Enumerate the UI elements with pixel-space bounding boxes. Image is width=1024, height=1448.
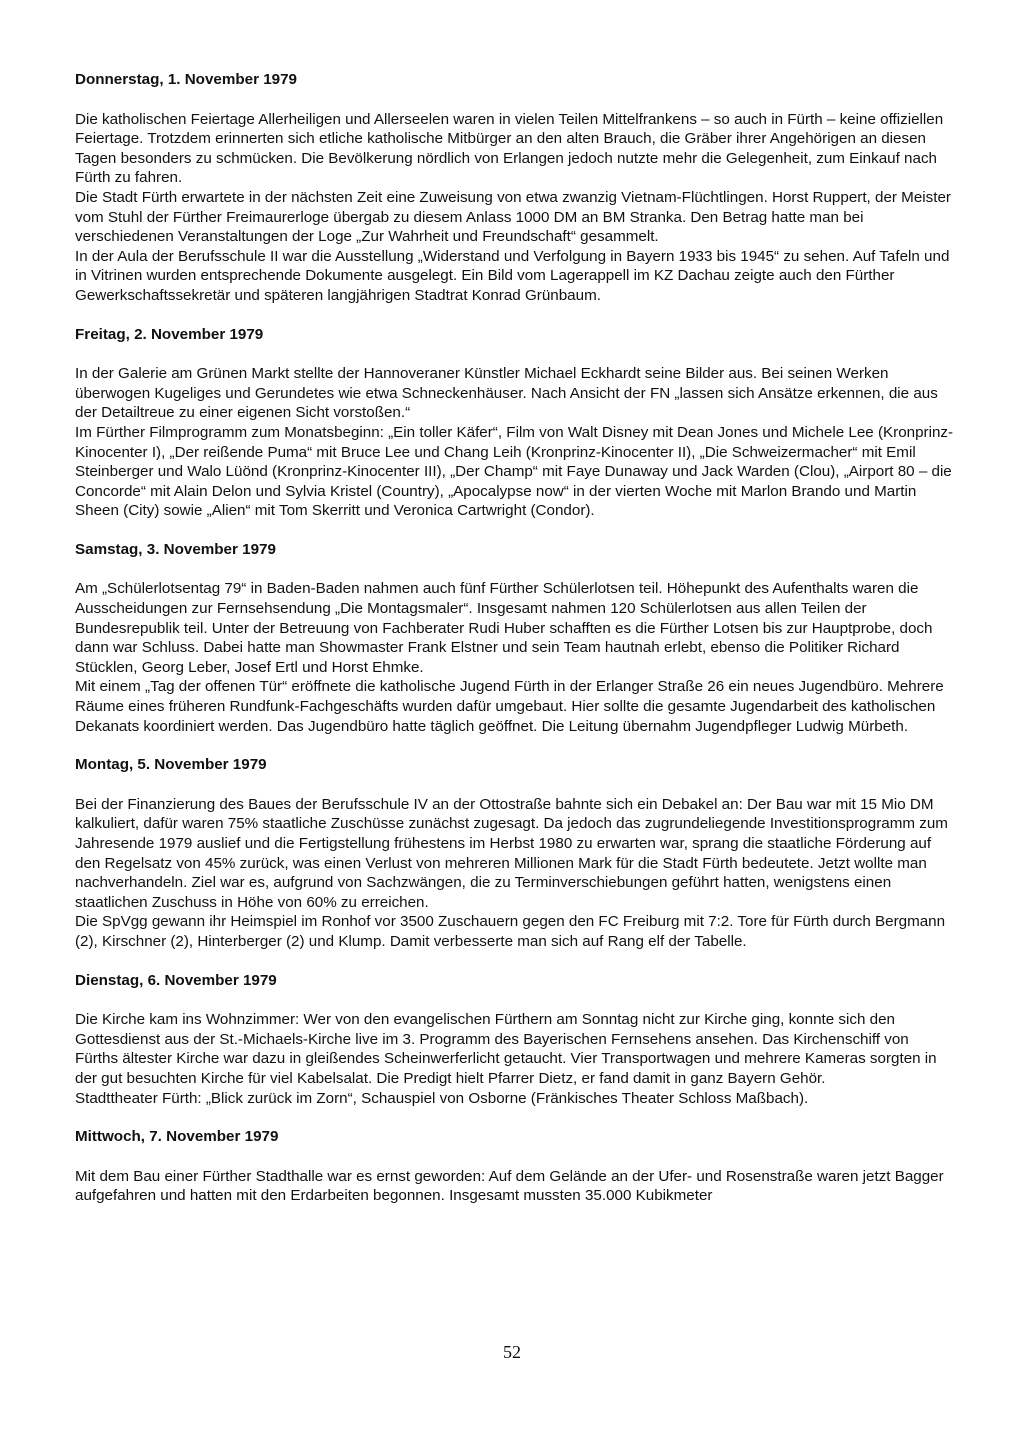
paragraph: In der Galerie am Grünen Markt stellte der Hannoveraner Künstler Michael Eckhardt seine Bilder aus. Bei seinen Werken überwogen Kugeliges und Gerundetes wie etwa Schneckenhäuser. Nach Ansicht der FN „lassen sich Ansätze erkennen, die aus der Detailtreue zu einer eigenen Sicht vorstoßen.“	[75, 365, 938, 422]
day-entry-2	[75, 325, 955, 521]
day-entry-3	[75, 540, 955, 736]
paragraph: Mit einem „Tag der offenen Tür“ eröffnete die katholische Jugend Fürth in der Erlanger Straße 26 ein neues Jugendbüro. Mehrere Räume eines früheren Rundfunk-Fachgeschäfts wurden dafür umgebaut. Hier sollte die gesamte Jugendarbeit des katholischen Dekanats koordiniert werden. Das Jugendbüro hatte täglich geöffnet. Die Leitung übernahm Jugendpfleger Ludwig Mürbeth.	[75, 678, 944, 735]
document-body	[75, 70, 955, 1225]
day-heading: Dienstag, 6. November 1979	[75, 971, 277, 989]
paragraph: Die katholischen Feiertage Allerheiligen und Allerseelen waren in vielen Teilen Mittelfrankens – so auch in Fürth – keine offiziellen Feiertage. Trotzdem erinnerten sich etliche katholische Mitbürger an den alten Brauch, die Gräber ihrer Angehörigen an diesen Tagen besonders zu schmücken. Die Bevölkerung nördlich von Erlangen jedoch nutzte mehr die Gelegenheit, zum Einkauf nach Fürth zu fahren.	[75, 110, 944, 187]
paragraph: Die Kirche kam ins Wohnzimmer: Wer von den evangelischen Fürthern am Sonntag nicht zur Kirche ging, konnte sich den Gottesdienst aus der St.-Michaels-Kirche live im 3. Programm des Bayerischen Fernsehens ansehen. Das Kirchenschiff von Fürths ältester Kirche war dazu in gleißendes Scheinwerferlicht getaucht. Vier Transportwagen und mehrere Kameras sorgten in der gut besuchten Kirche für viel Kabelsalat. Die Predigt hielt Pfarrer Dietz, er fand damit in ganz Bayern Gehör.	[75, 1011, 937, 1087]
day-heading: Montag, 5. November 1979	[75, 756, 267, 774]
paragraph: Im Fürther Filmprogramm zum Monatsbeginn: „Ein toller Käfer“, Film von Walt Disney mit Dean Jones und Michele Lee (Kronprinz-Kinocenter I), „Der reißende Puma“ mit Bruce Lee und Chang Leih (Kronprinz-Kinocenter II), „Die Schweizermacher“ mit Emil Steinberger und Walo Lüönd (Kronprinz-Kinocenter III), „Der Champ“ mit Faye Dunaway und Jack Warden (Clou), „Airport 80 – die Concorde“ mit Alain Delon und Sylvia Kristel (Country), „Apocalypse now“ in der vierten Woche mit Marlon Brando und Martin Sheen (City) sowie „Alien“ mit Tom Skerritt und Veronica Cartwright (Condor).	[75, 423, 954, 520]
day-heading: Donnerstag, 1. November 1979	[75, 71, 297, 88]
day-entry-6	[75, 971, 955, 1109]
day-heading: Freitag, 2. November 1979	[75, 325, 264, 343]
day-entry-7	[75, 1127, 955, 1206]
day-entry-1	[75, 70, 955, 306]
paragraph: Stadttheater Fürth: „Blick zurück im Zorn“, Schauspiel von Osborne (Fränkisches Theater Schloss Maßbach).	[75, 1089, 809, 1107]
paragraph: In der Aula der Berufsschule II war die Ausstellung „Widerstand und Verfolgung in Bayern 1933 bis 1945“ zu sehen. Auf Tafeln und in Vitrinen wurden entsprechende Dokumente ausgelegt. Ein Bild vom Lagerappell im KZ Dachau zeigte auch den Fürther Gewerkschaftssekretär und späteren langjährigen Stadtrat Konrad Grünbaum.	[75, 247, 950, 304]
day-heading: Samstag, 3. November 1979	[75, 540, 276, 558]
paragraph: Die SpVgg gewann ihr Heimspiel im Ronhof vor 3500 Zuschauern gegen den FC Freiburg mit 7:2. Tore für Fürth durch Bergmann (2), Kirschner (2), Hinterberger (2) und Klump. Damit verbesserte man sich auf Rang elf der Tabelle.	[75, 913, 946, 950]
paragraph: Bei der Finanzierung des Baues der Berufsschule IV an der Ottostraße bahnte sich ein Debakel an: Der Bau war mit 15 Mio DM kalkuliert, dafür waren 75% staatliche Zuschüsse zunächst zugesagt. Da jedoch das zugrundeliegende Investitionsprogramm zum Jahresende 1979 auslief und die Fertigstellung frühestens im Herbst 1980 zu erwarten war, sprang die staatliche Förderung auf den Regelsatz von 45% zurück, was einen Verlust von mehreren Millionen Mark für die Stadt Fürth bedeutete. Jetzt wollte man nachverhandeln. Ziel war es, aufgrund von Sachzwängen, die zu Terminverschiebungen geführt hatten, wenigstens einen staatlichen Zuschuss in Höhe von 60% zu erreichen.	[75, 795, 948, 911]
paragraph: Mit dem Bau einer Fürther Stadthalle war es ernst geworden: Auf dem Gelände an der Ufer- und Rosenstraße waren jetzt Bagger aufgefahren und hatten mit den Erdarbeiten begonnen. Insgesamt mussten 35.000 Kubikmeter	[75, 1167, 944, 1205]
page-number: 52	[503, 1342, 521, 1362]
day-entry-5	[75, 755, 955, 951]
paragraph: Die Stadt Fürth erwartete in der nächsten Zeit eine Zuweisung von etwa zwanzig Vietnam-Flüchtlingen. Horst Ruppert, der Meister vom Stuhl der Fürther Freimaurerloge übergab zu diesem Anlass 1000 DM an BM Stranka. Den Betrag hatte man bei verschiedenen Veranstaltungen der Loge „Zur Wahrheit und Freundschaft“ gesammelt.	[75, 188, 951, 246]
paragraph: Am „Schülerlotsentag 79“ in Baden-Baden nahmen auch fünf Fürther Schülerlotsen teil. Höhepunkt des Aufenthalts waren die Ausscheidungen zur Fernsehsendung „Die Montagsmaler“. Insgesamt nahmen 120 Schülerlotsen aus allen Teilen der Bundesrepublik teil. Unter der Betreuung von Fachberater Rudi Huber schafften es die Fürther Lotsen bis zur Hauptprobe, doch dann war Schluss. Dabei hatte man Showmaster Frank Elstner und sein Team hautnah erlebt, ebenso die Politiker Richard Stücklen, Georg Leber, Josef Ertl und Horst Ehmke.	[75, 580, 933, 676]
day-heading: Mittwoch, 7. November 1979	[75, 1128, 279, 1146]
